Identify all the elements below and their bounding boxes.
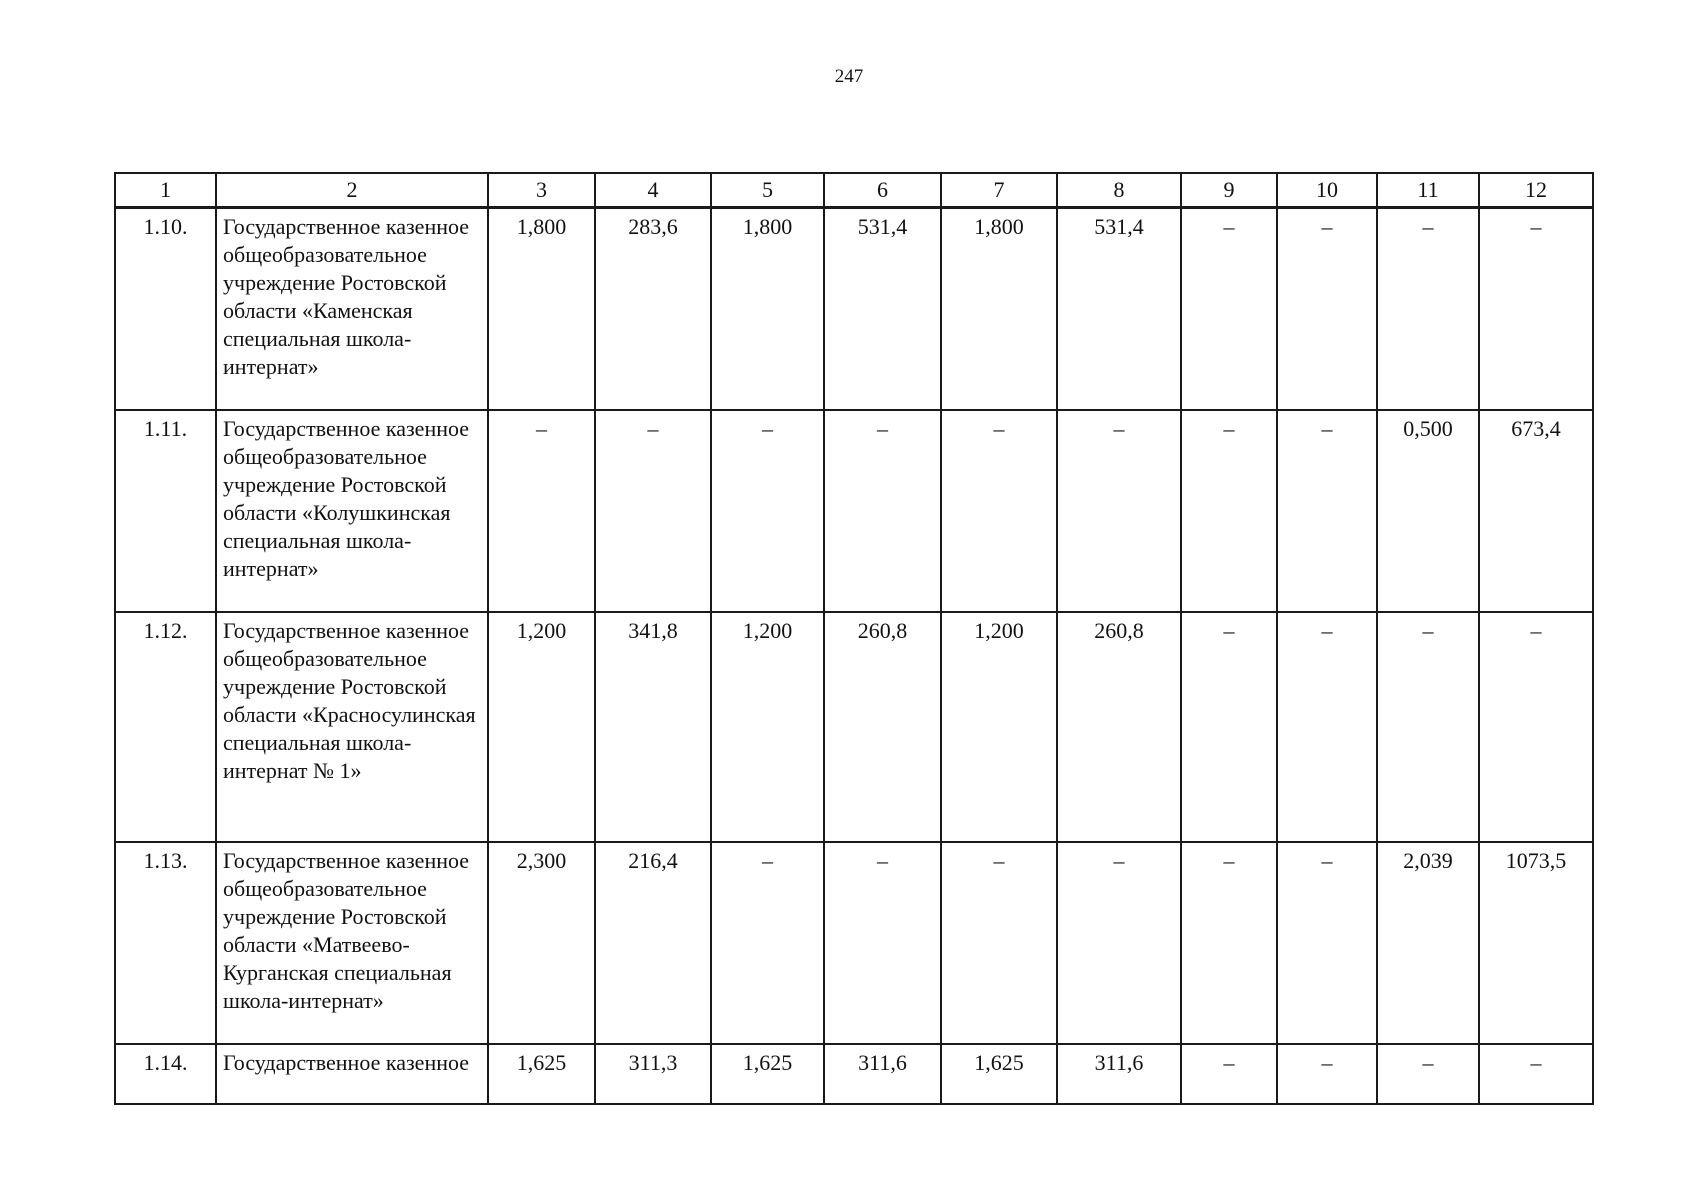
table-row — [115, 208, 1593, 411]
value-cell: – — [941, 410, 1057, 612]
row-number: 1.14. — [115, 1044, 216, 1104]
column-header: 4 — [595, 173, 711, 208]
column-header: 7 — [941, 173, 1057, 208]
value-cell: – — [1479, 208, 1593, 411]
data-table — [114, 172, 1594, 1105]
column-header: 2 — [216, 173, 488, 208]
value-cell: 531,4 — [1057, 208, 1181, 411]
value-cell: 311,6 — [1057, 1044, 1181, 1104]
value-cell: – — [1181, 1044, 1277, 1104]
value-cell: 1073,5 — [1479, 842, 1593, 1044]
institution-name: Государственное казенное общеобразовательное учреждение Ростовской области «Матвеево-Курганская специальная школа-интернат» — [216, 842, 488, 1044]
value-cell: 260,8 — [824, 612, 941, 842]
value-cell: 1,800 — [488, 208, 595, 411]
value-cell: – — [1181, 842, 1277, 1044]
value-cell: 260,8 — [1057, 612, 1181, 842]
value-cell: 1,625 — [711, 1044, 824, 1104]
value-cell: – — [1277, 842, 1377, 1044]
value-cell: – — [824, 842, 941, 1044]
value-cell: 1,625 — [941, 1044, 1057, 1104]
table-row — [115, 612, 1593, 842]
column-header: 12 — [1479, 173, 1593, 208]
value-cell: – — [595, 410, 711, 612]
value-cell: – — [1277, 1044, 1377, 1104]
table-header-row — [115, 173, 1593, 208]
institution-name: Государственное казенное — [216, 1044, 488, 1104]
value-cell: 1,200 — [711, 612, 824, 842]
value-cell: – — [1057, 842, 1181, 1044]
value-cell: 531,4 — [824, 208, 941, 411]
value-cell: 1,200 — [941, 612, 1057, 842]
column-header: 8 — [1057, 173, 1181, 208]
institution-name: Государственное казенное общеобразовательное учреждение Ростовской области «Красносулинская специальная школа-интернат № 1» — [216, 612, 488, 842]
value-cell: – — [824, 410, 941, 612]
value-cell: – — [711, 410, 824, 612]
page-number: 247 — [834, 66, 864, 87]
value-cell: 341,8 — [595, 612, 711, 842]
row-number: 1.12. — [115, 612, 216, 842]
value-cell: 283,6 — [595, 208, 711, 411]
value-cell: – — [1277, 208, 1377, 411]
institution-name: Государственное казенное общеобразовательное учреждение Ростовской области «Колушкинская специальная школа-интернат» — [216, 410, 488, 612]
value-cell: – — [1377, 1044, 1479, 1104]
value-cell: – — [711, 842, 824, 1044]
value-cell: 216,4 — [595, 842, 711, 1044]
table-row — [115, 842, 1593, 1044]
value-cell: – — [1479, 612, 1593, 842]
row-number: 1.11. — [115, 410, 216, 612]
column-header: 9 — [1181, 173, 1277, 208]
value-cell: – — [1277, 410, 1377, 612]
row-number: 1.10. — [115, 208, 216, 411]
institution-name: Государственное казенное общеобразовательное учреждение Ростовской области «Каменская специальная школа-интернат» — [216, 208, 488, 411]
value-cell: – — [1479, 1044, 1593, 1104]
value-cell: 1,800 — [711, 208, 824, 411]
value-cell: 311,6 — [824, 1044, 941, 1104]
column-header: 1 — [115, 173, 216, 208]
value-cell: 2,300 — [488, 842, 595, 1044]
row-number: 1.13. — [115, 842, 216, 1044]
value-cell: – — [941, 842, 1057, 1044]
value-cell: 311,3 — [595, 1044, 711, 1104]
value-cell: – — [1181, 208, 1277, 411]
value-cell: 1,200 — [488, 612, 595, 842]
value-cell: – — [1377, 612, 1479, 842]
value-cell: 2,039 — [1377, 842, 1479, 1044]
value-cell: – — [488, 410, 595, 612]
column-header: 10 — [1277, 173, 1377, 208]
table-row — [115, 410, 1593, 612]
column-header: 5 — [711, 173, 824, 208]
column-header: 11 — [1377, 173, 1479, 208]
column-header: 3 — [488, 173, 595, 208]
value-cell: – — [1377, 208, 1479, 411]
value-cell: 1,625 — [488, 1044, 595, 1104]
column-header: 6 — [824, 173, 941, 208]
table-row — [115, 1044, 1593, 1104]
value-cell: 673,4 — [1479, 410, 1593, 612]
value-cell: – — [1057, 410, 1181, 612]
value-cell: 1,800 — [941, 208, 1057, 411]
value-cell: – — [1277, 612, 1377, 842]
value-cell: 0,500 — [1377, 410, 1479, 612]
value-cell: – — [1181, 612, 1277, 842]
value-cell: – — [1181, 410, 1277, 612]
